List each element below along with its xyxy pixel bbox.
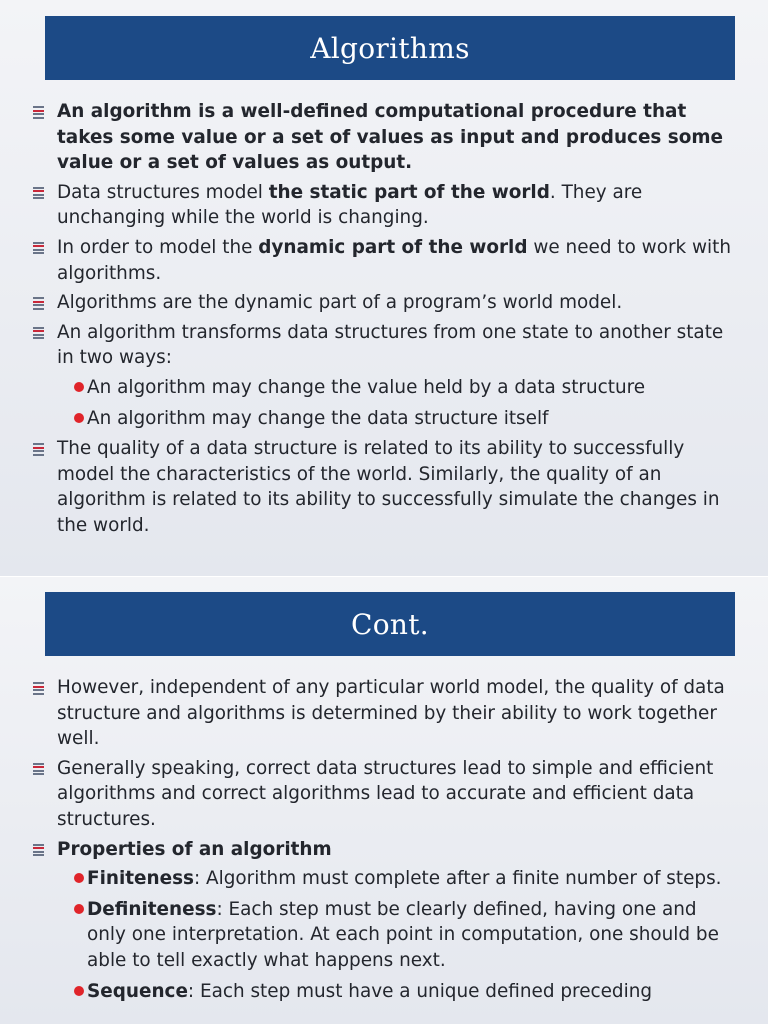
bullet-text: In order to model the	[57, 236, 259, 258]
bullet-text: Algorithms are the dynamic part of a program’s world model.	[57, 292, 623, 314]
red-dot-icon	[74, 382, 84, 392]
bullet-text: : Each step must have a unique defined preceding	[187, 980, 653, 1002]
bullet-list	[30, 99, 740, 543]
stacked-bars-icon	[33, 443, 44, 456]
stacked-bars-icon	[33, 297, 44, 310]
sub-bullet-item	[30, 979, 740, 1005]
bullet-text: . They are unchanging while the world is changing.	[57, 181, 643, 229]
red-dot-icon	[74, 986, 84, 996]
bullet-text: However, independent of any particular world model, the quality of data structure and algorithms is determined by their ability to work together well.	[57, 677, 725, 750]
bullet-item	[30, 837, 740, 863]
stacked-bars-icon	[33, 327, 44, 340]
bullet-text: Generally speaking, correct data structures lead to simple and efficient algorithms and correct algorithms lead to accurate and efficient data structures.	[57, 757, 714, 830]
red-dot-icon	[74, 904, 84, 914]
bullet-item	[30, 436, 740, 538]
bullet-item	[30, 675, 740, 752]
bullet-bold-text: An algorithm is a well-defined computational procedure that takes some value or a set of values as input and produces some value or a set of values as output.	[57, 101, 723, 174]
bullet-text: Data structures model	[57, 181, 269, 203]
bullet-bold-text: Finiteness	[87, 868, 194, 890]
slide-title-bar	[45, 592, 735, 656]
bullet-text: An algorithm may change the value held by a data structure	[87, 376, 646, 398]
bullet-text: The quality of a data structure is related to its ability to successfully model the characteristics of the world. Similarly, the quality of an algorithm is related to its ability to successfully simulate the changes in the world.	[57, 438, 720, 536]
bullet-bold-text: the static part of the world	[268, 181, 550, 203]
bullet-bold-text: Properties of an algorithm	[57, 838, 332, 860]
bullet-bold-text: Definiteness	[87, 898, 217, 920]
sub-bullet-item	[30, 406, 740, 432]
bullet-item	[30, 235, 740, 286]
stacked-bars-icon	[33, 106, 44, 119]
slide-title: Algorithms	[310, 31, 470, 65]
stacked-bars-icon	[33, 242, 44, 255]
red-dot-icon	[74, 873, 84, 883]
bullet-list	[30, 675, 740, 1009]
bullet-item	[30, 99, 740, 176]
stacked-bars-icon	[33, 682, 44, 695]
bullet-item	[30, 180, 740, 231]
slide-title-bar	[45, 16, 735, 80]
bullet-bold-text: dynamic part of the world	[258, 236, 528, 258]
red-dot-icon	[74, 413, 84, 423]
bullet-text: An algorithm transforms data structures from one state to another state in two ways:	[57, 321, 724, 369]
sub-bullet-item	[30, 375, 740, 401]
stacked-bars-icon	[33, 844, 44, 857]
bullet-item	[30, 290, 740, 316]
bullet-text: An algorithm may change the data structure itself	[87, 407, 549, 429]
stacked-bars-icon	[33, 763, 44, 776]
bullet-item	[30, 320, 740, 371]
stacked-bars-icon	[33, 187, 44, 200]
bullet-text: : Each step must be clearly defined, having one and only one interpretation. At each point in computation, one should be able to tell exactly what happens next.	[87, 898, 719, 971]
sub-bullet-item	[30, 866, 740, 892]
sub-bullet-item	[30, 897, 740, 974]
bullet-text: we need to work with algorithms.	[57, 236, 732, 284]
slide-title: Cont.	[351, 607, 429, 641]
slide-cont	[0, 577, 768, 1024]
bullet-item	[30, 756, 740, 833]
bullet-text: : Algorithm must complete after a finite number of steps.	[194, 868, 722, 890]
bullet-bold-text: Sequence	[87, 980, 188, 1002]
